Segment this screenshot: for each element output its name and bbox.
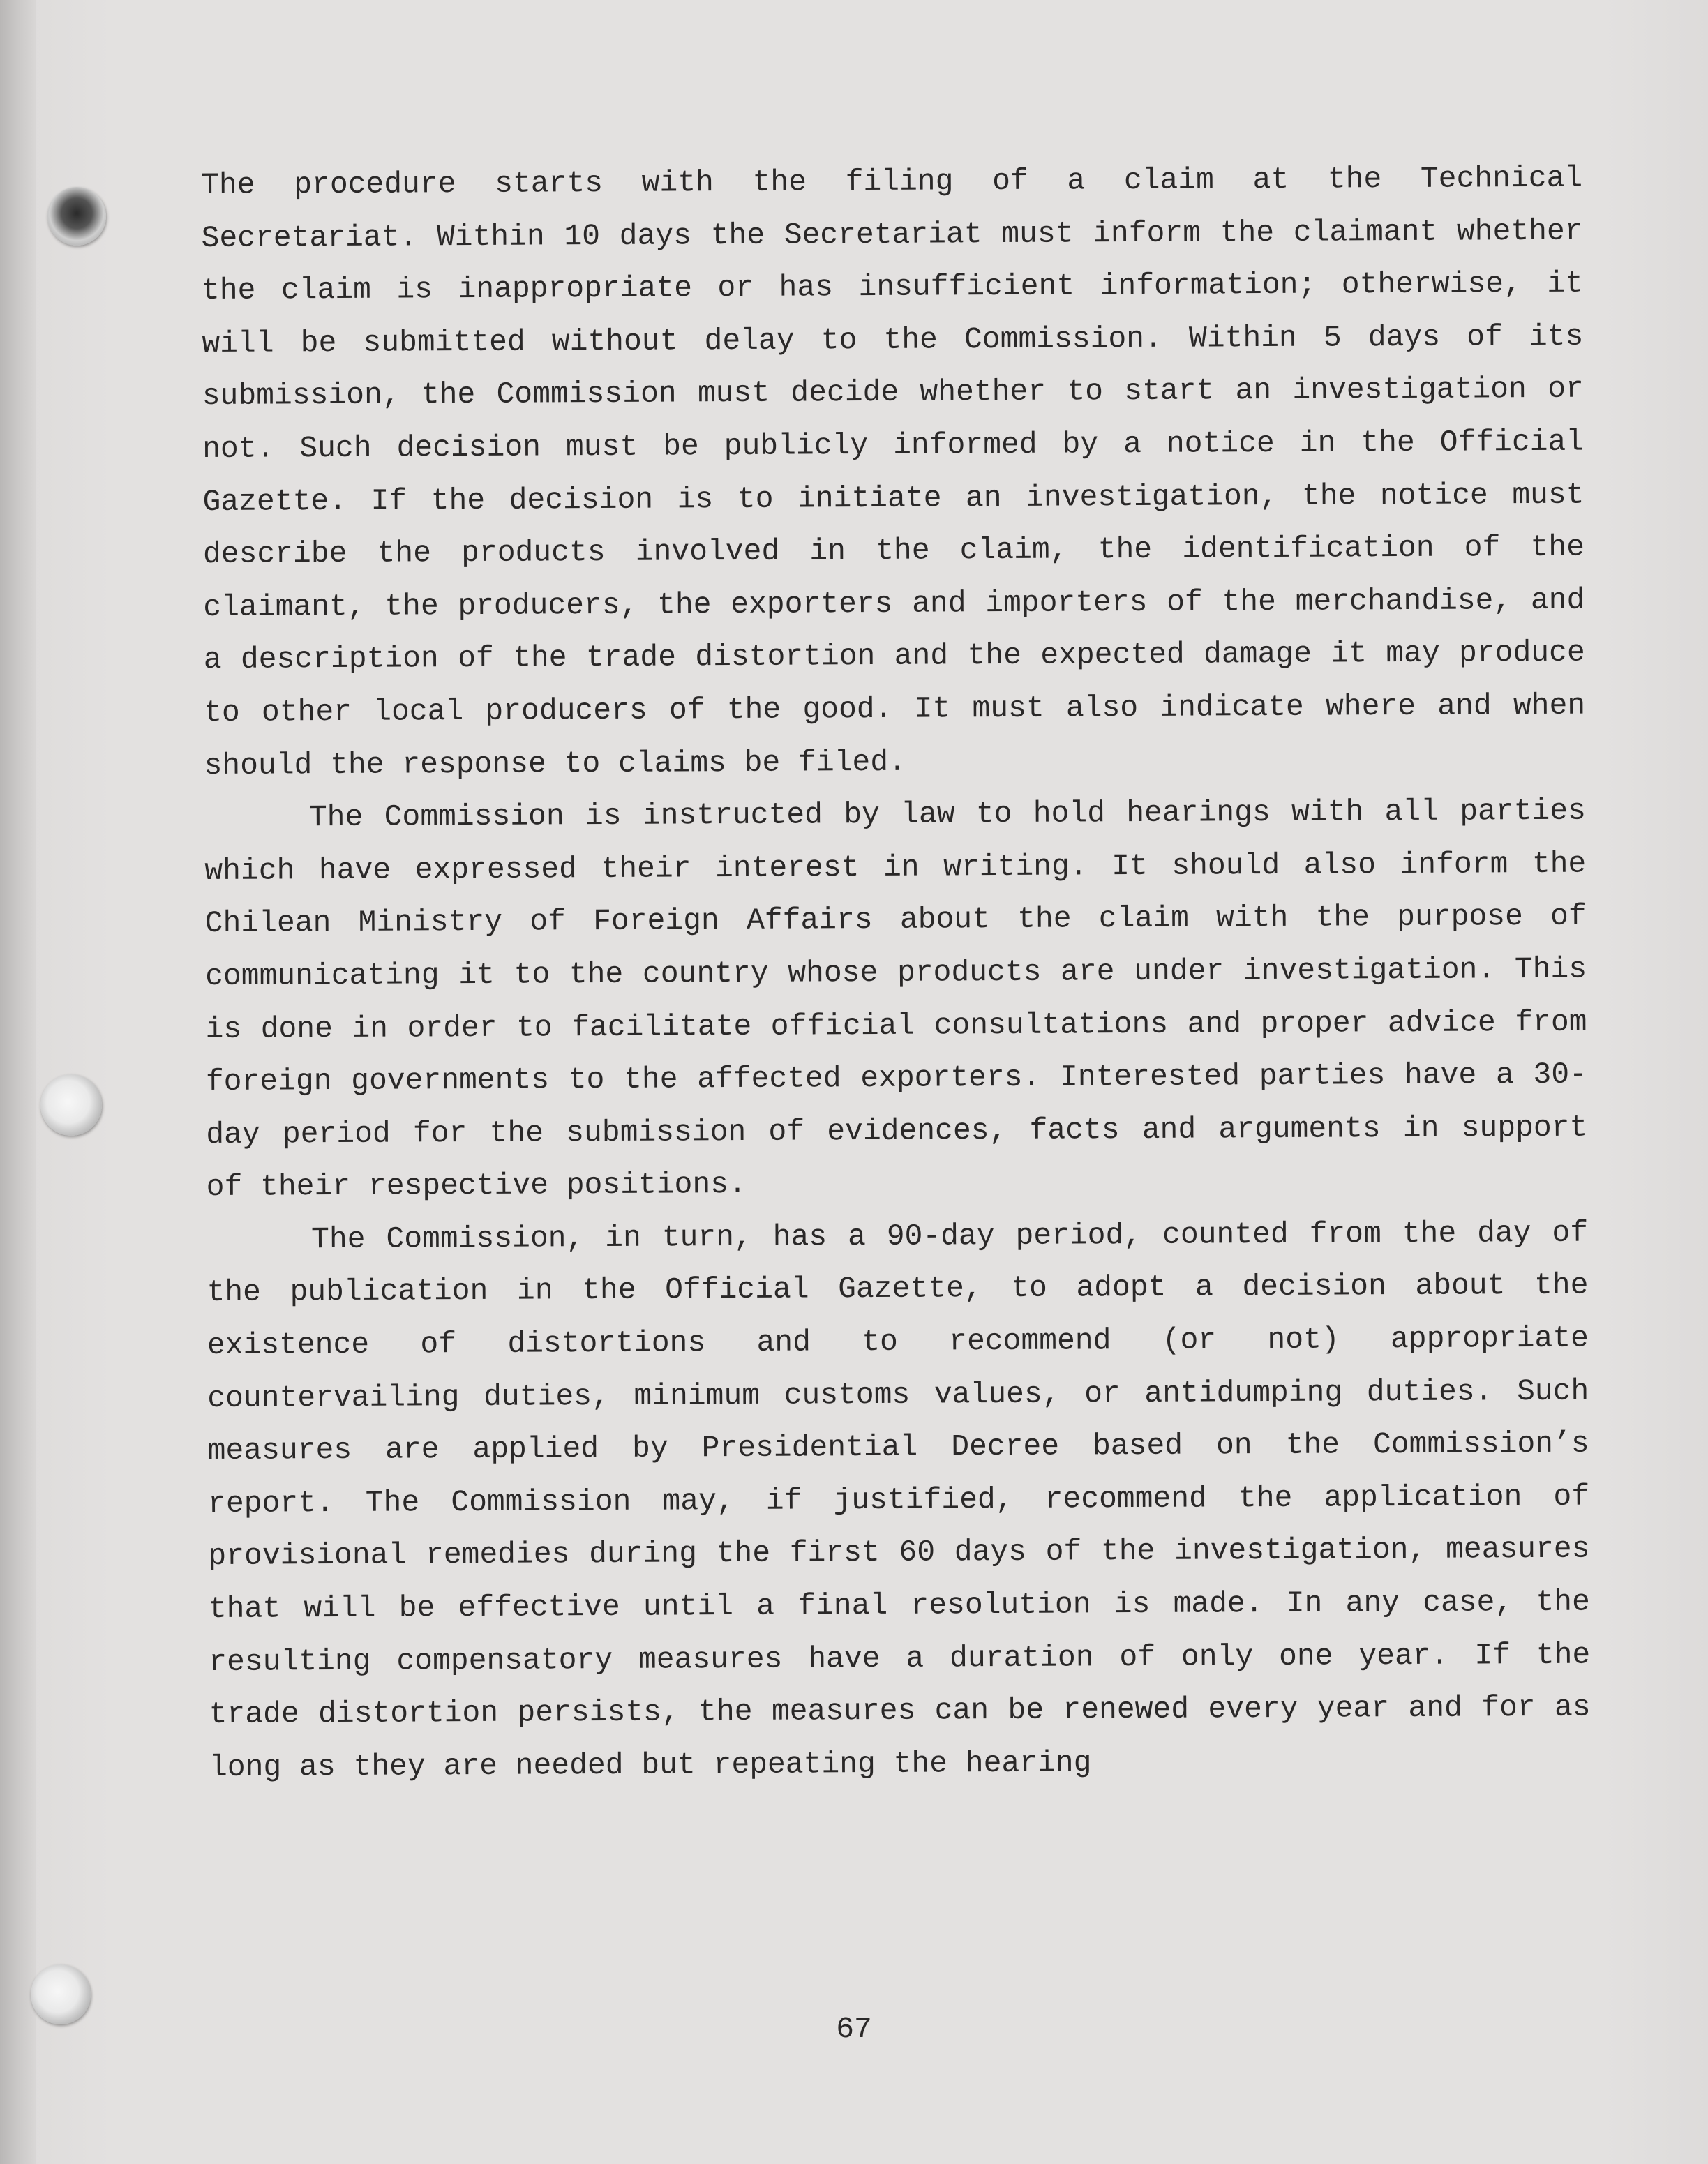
paragraph-hearings: The Commission is instructed by law to hold hearings with all parties which have expressed their interest in writing. It should also inform the Chilean Ministry of Foreign Affairs about the claim with the purpose of communicating it to the country whose products are under investigation. This is done in order to facilitate official consultations and proper advice from foreign governments to the affected exporters. Interested parties have a 30-day period for the submission of evidences, facts and arguments in support of their respective positions. — [204, 793, 1588, 1205]
punch-hole-icon — [40, 1074, 102, 1136]
body-text — [201, 152, 1591, 1794]
binding-edge — [0, 0, 36, 2164]
page-number: 67 — [836, 2012, 872, 2046]
paragraph-decision-period: The Commission, in turn, has a 90-day period, counted from the day of the publication in the Official Gazette, to adopt a decision about the existence of distortions and to recommend (or not) appropriate countervailing duties, minimum customs values, or antidumping duties. Such measures are applied by Presidential Decree based on the Commission’s report. The Commission may, if justified, recommend the application of provisional remedies during the first 60 days of the investigation, measures that will be effective until a final resolution is made. In any case, the resulting compensatory measures have a duration of only one year. If the trade distortion persists, the measures can be renewed every year and for as long as they are needed but repeating the hearing — [207, 1215, 1591, 1784]
paragraph-procedure: The procedure starts with the filing of a claim at the Technical Secretariat. Within 10 days the Secretariat must inform the claimant whether the claim is inappropriate or has insufficient information; otherwise, it will be submitted without delay to the Commission. Within 5 days of its submission, the Commission must decide whether to start an investigation or not. Such decision must be publicly informed by a notice in the Official Gazette. If the decision is to initiate an investigation, the notice must describe the products involved in the claim, the identification of the claimant, the producers, the exporters and importers of the merchandise, and a description of the trade distortion and the expected damage it may produce to other local producers of the good. It must also indicate where and when should the response to claims be filed. — [201, 160, 1586, 783]
punch-hole-icon — [47, 187, 106, 246]
